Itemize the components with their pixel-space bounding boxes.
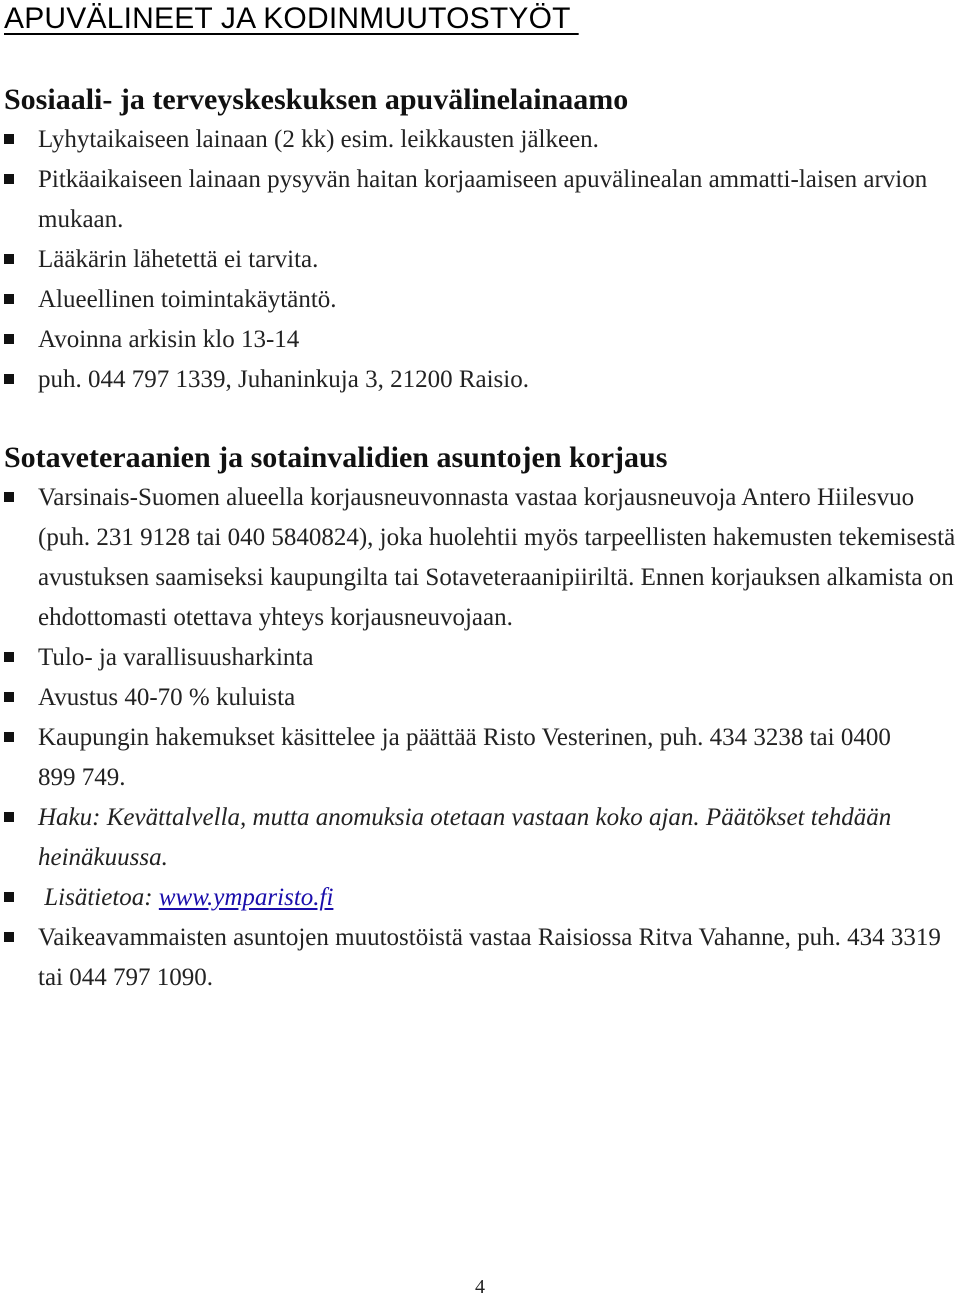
square-bullet-icon	[4, 294, 14, 304]
list-item-text: Varsinais-Suomen alueella korjausneuvonnasta vastaa korjausneuvoja Antero Hiilesvuo (puh. 231 9128 tai 040 5840824), joka huolehtii myös tarpeellisten hakemusten tekemisestä avustuksen saamiseksi kaupungilta tai Sotaveteraanipiiriltä. Ennen korjauksen alkamista on ehdottomasti otettava yhteys korjausneuvojaan.	[38, 484, 956, 631]
list-item	[0, 160, 960, 240]
list-item	[0, 678, 960, 718]
section-heading: Sotaveteraanien ja sotainvalidien asuntojen korjaus	[4, 441, 668, 474]
list-item	[0, 360, 960, 400]
list-item-text: Alueellinen toimintakäytäntö.	[38, 286, 337, 313]
section-sotaveteraanit	[0, 438, 960, 998]
bullet-list	[0, 120, 960, 400]
square-bullet-icon	[4, 374, 14, 384]
square-bullet-icon	[4, 732, 14, 742]
page-number: 4	[475, 1276, 485, 1298]
list-item	[0, 798, 960, 878]
square-bullet-icon	[4, 692, 14, 702]
page-title: APUVÄLINEET JA KODINMUUTOSTYÖT	[4, 2, 579, 35]
list-item	[0, 718, 960, 798]
ymparisto-link[interactable]: www.ymparisto.fi	[158, 884, 334, 911]
list-item	[0, 918, 960, 998]
list-item-text: Tulo- ja varallisuusharkinta	[38, 644, 314, 671]
list-item	[0, 120, 960, 160]
list-item-text: Lyhytaikaiseen lainaan (2 kk) esim. leikkausten jälkeen.	[38, 126, 599, 153]
square-bullet-icon	[4, 254, 14, 264]
square-bullet-icon	[4, 174, 14, 184]
section-heading: Sosiaali- ja terveyskeskuksen apuvälinelainaamo	[4, 83, 629, 116]
list-item	[0, 478, 960, 638]
square-bullet-icon	[4, 134, 14, 144]
list-item-text: Lääkärin lähetettä ei tarvita.	[38, 246, 319, 273]
square-bullet-icon	[4, 812, 14, 822]
square-bullet-icon	[4, 652, 14, 662]
square-bullet-icon	[4, 892, 14, 902]
more-info-label: Lisätietoa:	[38, 884, 159, 911]
square-bullet-icon	[4, 492, 14, 502]
section-apuvalinelainaamo	[0, 80, 960, 400]
list-item	[0, 320, 960, 360]
list-item	[0, 638, 960, 678]
list-item-text: Avustus 40-70 % kuluista	[38, 684, 296, 711]
square-bullet-icon	[4, 932, 14, 942]
list-item-text: Kaupungin hakemukset käsittelee ja päättää Risto Vesterinen, puh. 434 3238 tai 0400 899 749.	[38, 724, 891, 791]
list-item	[0, 240, 960, 280]
list-item	[0, 280, 960, 320]
list-item-text: Vaikeavammaisten asuntojen muutostöistä vastaa Raisiossa Ritva Vahanne, puh. 434 3319 tai 044 797 1090.	[38, 924, 941, 991]
list-item-text: Pitkäaikaiseen lainaan pysyvän haitan korjaamiseen apuvälinealan ammatti-laisen arvion mukaan.	[38, 166, 928, 233]
square-bullet-icon	[4, 334, 14, 344]
list-item-text: Haku: Kevättalvella, mutta anomuksia otetaan vastaan koko ajan. Päätökset tehdään heinäkuussa.	[38, 804, 892, 871]
list-item	[0, 878, 960, 918]
list-item-text: puh. 044 797 1339, Juhaninkuja 3, 21200 Raisio.	[38, 366, 529, 393]
list-item-text: Avoinna arkisin klo 13-14	[38, 326, 300, 353]
bullet-list	[0, 478, 960, 998]
